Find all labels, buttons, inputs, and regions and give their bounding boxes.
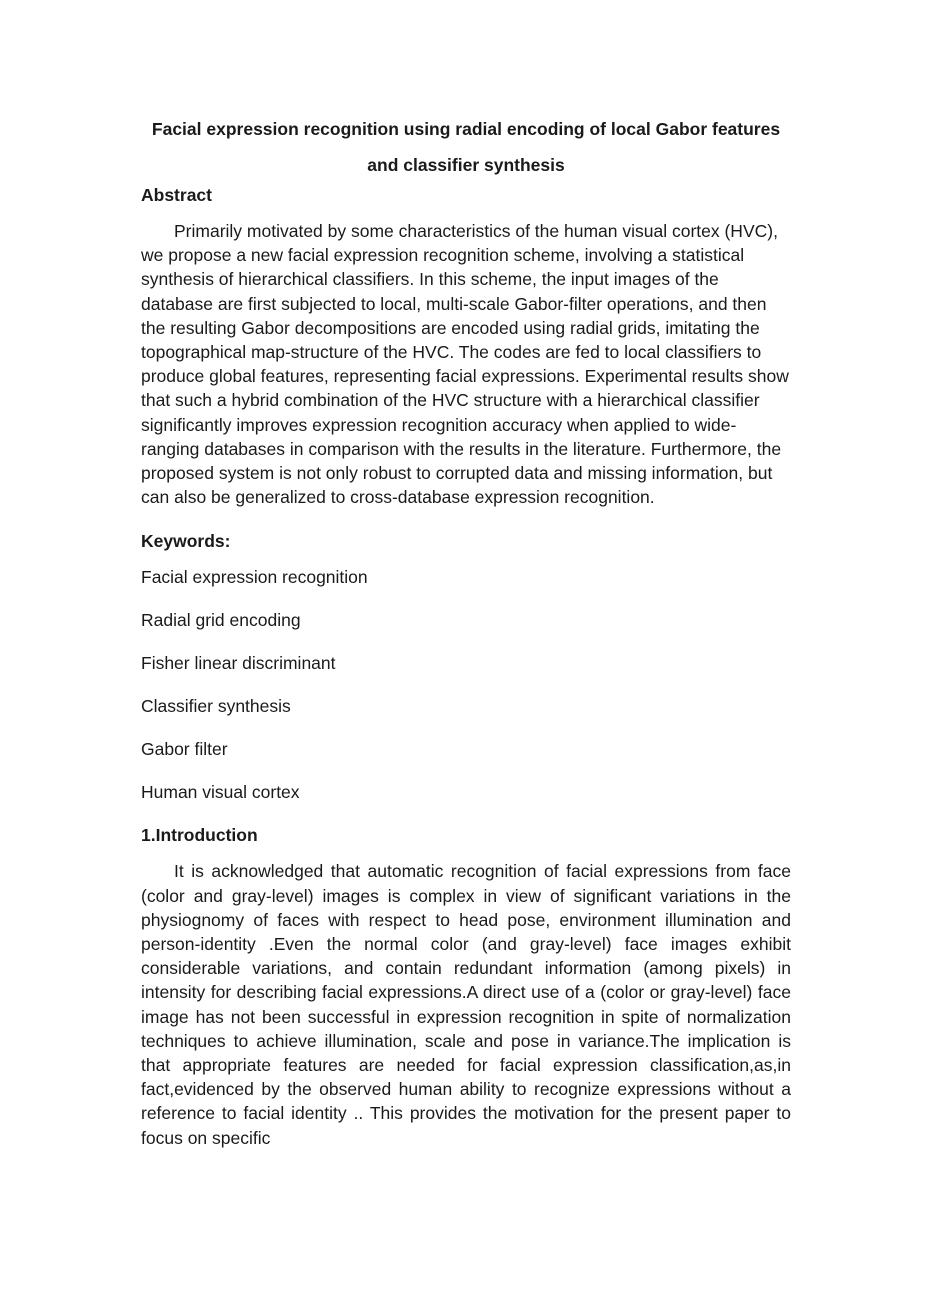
introduction-text: It is acknowledged that automatic recognition of facial expressions from face (color and gray-level) images is complex in view of significant variations in the physiognomy of faces with respect to head pose, environment illumination and person-identity .Even the normal color (and gray-level) face images exhibit considerable variations, and contain redundant information (among pixels) in intensity for describing facial expressions.A direct use of a (color or gray-level) face image has not been successful in expression recognition in spite of normalization techniques to achieve illumination, scale and pose in variance.The implication is that appropriate features are needed for facial expression classification,as,in fact,evidenced by the observed human ability to recognize expressions without a reference to facial identity .. This provides the motivation for the present paper to focus on specific (141, 861, 791, 1148)
introduction-heading: 1.Introduction (141, 825, 258, 846)
keyword-item: Classifier synthesis (141, 696, 291, 717)
paper-title-line-2: and classifier synthesis (367, 155, 565, 175)
paper-page (141, 111, 791, 1150)
abstract-text: Primarily motivated by some characteristics of the human visual cortex (HVC), we propose a new facial expression recognition scheme, involving a statistical synthesis of hierarchical classifiers. In this scheme, the input images of the database are first subjected to local, multi-scale Gabor-filter operations, and then the resulting Gabor decompositions are encoded using radial grids, imitating the topographical map-structure of the HVC. The codes are fed to local classifiers to produce global features, representing facial expressions. Experimental results show that such a hybrid combination of the HVC structure with a hierarchical classifier significantly improves expression recognition accuracy when applied to wide-ranging databases in comparison with the results in the literature. Furthermore, the proposed system is not only robust to corrupted data and missing information, but can also be generalized to cross-database expression recognition. (141, 221, 789, 508)
keyword-list (141, 565, 791, 804)
abstract-heading: Abstract (141, 185, 212, 205)
keyword-item: Radial grid encoding (141, 610, 301, 631)
keyword-item: Gabor filter (141, 739, 228, 760)
keywords-heading: Keywords: (141, 531, 231, 552)
paper-title (141, 111, 791, 183)
keyword-item: Facial expression recognition (141, 567, 368, 588)
paper-title-line-1: Facial expression recognition using radial encoding of local Gabor features (151, 119, 781, 139)
keyword-item: Fisher linear discriminant (141, 653, 336, 674)
keyword-item: Human visual cortex (141, 782, 300, 803)
